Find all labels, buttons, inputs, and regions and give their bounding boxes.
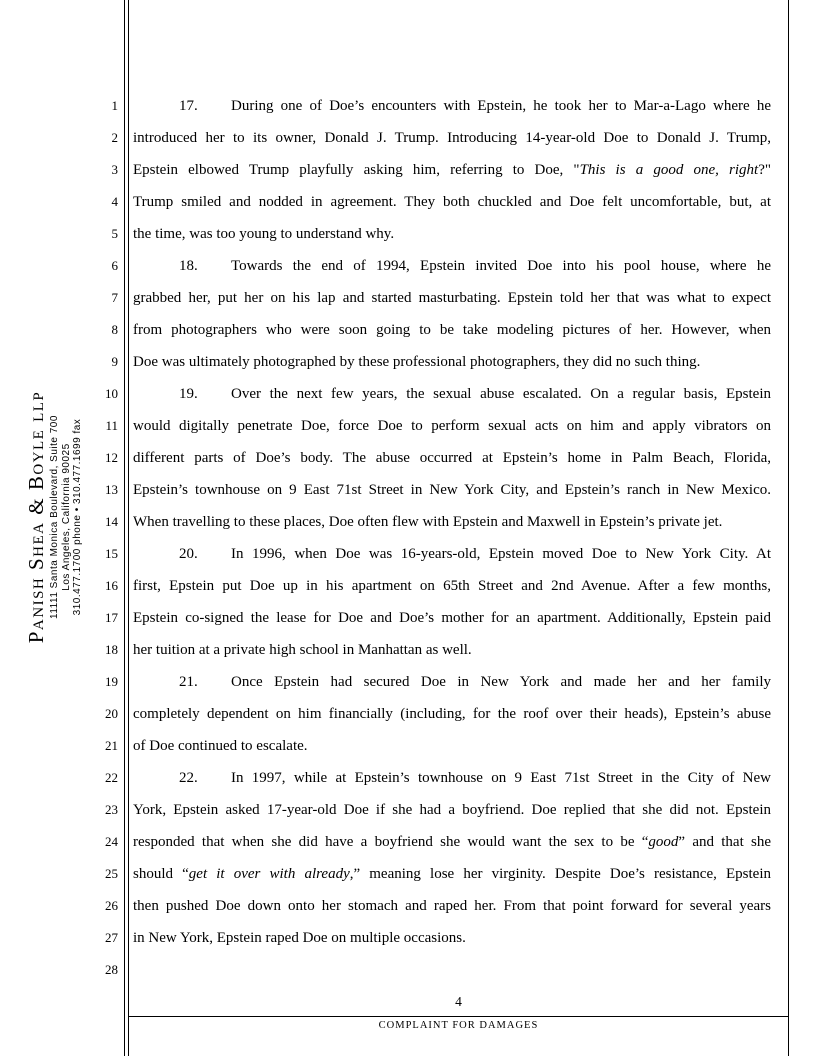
document-line [0,442,816,474]
body-text: introduced her to its owner, Donald J. Trump. Introducing 14-year-old Doe to Donald J. Trump, [133,130,771,146]
document-line [0,378,816,410]
body-text: In 1996, when Doe was 16-years-old, Epstein moved Doe to New York City. At [231,546,771,562]
line-number: 10 [105,386,118,401]
line-number: 28 [105,962,118,977]
line-number: 21 [105,738,118,753]
line-number: 23 [105,802,118,817]
line-text [133,378,771,410]
body-text: Trump smiled and nodded in agreement. They both chuckled and Doe felt uncomfortable, but, at [133,194,771,210]
document-line [0,922,816,954]
document-line [0,794,816,826]
body-text: responded that when she did have a boyfriend she would want the sex to be “ [133,834,649,850]
body-text: ” and that she [678,834,771,850]
paragraph-number: 18. [179,258,198,274]
body-text: Epstein elbowed Trump playfully asking him, referring to Doe, " [133,162,580,178]
body-text: Over the next few years, the sexual abuse escalated. On a regular basis, Epstein [231,386,771,402]
body-text: of Doe continued to escalate. [133,738,308,754]
document-line [0,634,816,666]
document-line [0,250,816,282]
line-text [133,250,771,282]
line-number: 12 [105,450,118,465]
line-number: 8 [111,322,118,337]
line-text [133,282,771,314]
body-text: Doe was ultimately photographed by these professional photographers, they did no such thing. [133,354,701,370]
line-text [133,570,771,602]
body-text: the time, was too young to understand why. [133,226,395,242]
body-text: different parts of Doe’s body. The abuse occurred at Epstein’s home in Palm Beach, Florida, [133,450,771,466]
document-line [0,858,816,890]
document-line [0,762,816,794]
body-text: Epstein co-signed the lease for Doe and Doe’s mother for an apartment. Additionally, Epstein paid [133,610,771,626]
body-text: ?" [758,162,772,178]
body-text: would digitally penetrate Doe, force Doe to perform sexual acts on him and apply vibrators on [133,418,771,434]
line-number: 13 [105,482,118,497]
document-line [0,826,816,858]
pleading-lines [0,90,816,986]
line-number: 2 [111,130,118,145]
line-text [133,634,771,666]
body-text: Once Epstein had secured Doe in New York and made her and her family [231,674,771,690]
document-line [0,602,816,634]
body-text: In 1997, while at Epstein’s townhouse on 9 East 71st Street in the City of New [231,770,771,786]
line-number: 4 [111,194,118,209]
body-text: York, Epstein asked 17-year-old Doe if she had a boyfriend. Doe replied that she did not. Epstein [133,802,771,818]
line-text [133,954,771,986]
document-line [0,282,816,314]
body-text: should “ [133,866,189,882]
line-text [133,890,771,922]
line-number: 15 [105,546,118,561]
line-text [133,762,771,794]
firm-address-line-1: 11111 Santa Monica Boulevard, Suite 700 [49,415,60,619]
body-text: then pushed Doe down onto her stomach and raped her. From that point forward for several years [133,898,771,914]
body-text: Towards the end of 1994, Epstein invited Doe into his pool house, where he [231,258,771,274]
body-text: ,” meaning lose her virginity. Despite Doe’s resistance, Epstein [349,866,771,882]
footer-rule [129,1016,788,1017]
line-text [133,474,771,506]
line-text [133,410,771,442]
line-text [133,90,771,122]
line-number: 19 [105,674,118,689]
line-number: 27 [105,930,118,945]
line-text [133,538,771,570]
line-number: 6 [111,258,118,273]
document-line [0,538,816,570]
paragraph-number: 21. [179,674,198,690]
emphasized-text: get it over with already [188,866,350,882]
body-text: completely dependent on him financially (including, for the roof over their heads), Epstein’s abuse [133,706,771,722]
line-text [133,794,771,826]
document-line [0,474,816,506]
document-line [0,890,816,922]
footer-title: COMPLAINT FOR DAMAGES [378,1020,539,1031]
firm-name: Panish Shea & Boyle llp [24,390,48,644]
document-line [0,314,816,346]
line-text [133,666,771,698]
document-line [0,730,816,762]
line-text [133,730,771,762]
emphasized-text: good [648,834,679,850]
body-text: During one of Doe’s encounters with Epstein, he took her to Mar-a-Lago where he [231,98,771,114]
document-line [0,218,816,250]
line-text [133,826,771,858]
paragraph-number: 22. [179,770,198,786]
document-line [0,666,816,698]
line-number: 11 [105,418,118,433]
line-number: 7 [111,290,118,305]
document-line [0,154,816,186]
body-text: grabbed her, put her on his lap and started masturbating. Epstein told her that was what to expect [133,290,771,306]
body-text: first, Epstein put Doe up in his apartment on 65th Street and 2nd Avenue. After a few months, [133,578,771,594]
line-number: 17 [105,610,118,625]
line-text [133,442,771,474]
document-line [0,346,816,378]
line-number: 18 [105,642,118,657]
firm-address-line-3: 310.477.1700 phone • 310.477.1699 fax [72,418,83,616]
line-number: 1 [111,98,118,113]
line-text [133,218,771,250]
document-line [0,122,816,154]
body-text: When travelling to these places, Doe often flew with Epstein and Maxwell in Epstein’s private jet. [133,514,723,530]
document-line [0,506,816,538]
firm-address-line-2: Los Angeles, California 90025 [60,443,72,591]
line-number: 16 [105,578,118,593]
line-number: 24 [105,834,118,849]
line-text [133,154,771,186]
paragraph-number: 20. [179,546,198,562]
body-text: Epstein’s townhouse on 9 East 71st Street in New York City, and Epstein’s ranch in New Mexico. [133,482,771,498]
line-text [133,314,771,346]
line-text [133,602,771,634]
line-text [133,698,771,730]
footer-page-number: 4 [455,994,462,1009]
body-text: in New York, Epstein raped Doe on multiple occasions. [133,930,466,946]
body-text: her tuition at a private high school in Manhattan as well. [133,642,472,658]
line-number: 25 [105,866,118,881]
line-text [133,922,771,954]
paragraph-number: 17. [179,98,198,114]
line-text [133,186,771,218]
document-line [0,570,816,602]
line-number: 9 [111,354,118,369]
line-number: 26 [105,898,118,913]
document-line [0,410,816,442]
document-line [0,954,816,986]
line-text [133,858,771,890]
line-text [133,506,771,538]
document-line [0,186,816,218]
line-number: 22 [105,770,118,785]
emphasized-text: This is a good one, right [579,162,759,178]
line-text [133,346,771,378]
line-number: 20 [105,706,118,721]
line-number: 3 [111,162,118,177]
body-text: from photographers who were soon going to be take modeling pictures of her. However, when [133,322,771,338]
line-text [133,122,771,154]
line-number: 5 [111,226,118,241]
line-number: 14 [105,514,118,529]
document-line [0,698,816,730]
paragraph-number: 19. [179,386,198,402]
document-line [0,90,816,122]
